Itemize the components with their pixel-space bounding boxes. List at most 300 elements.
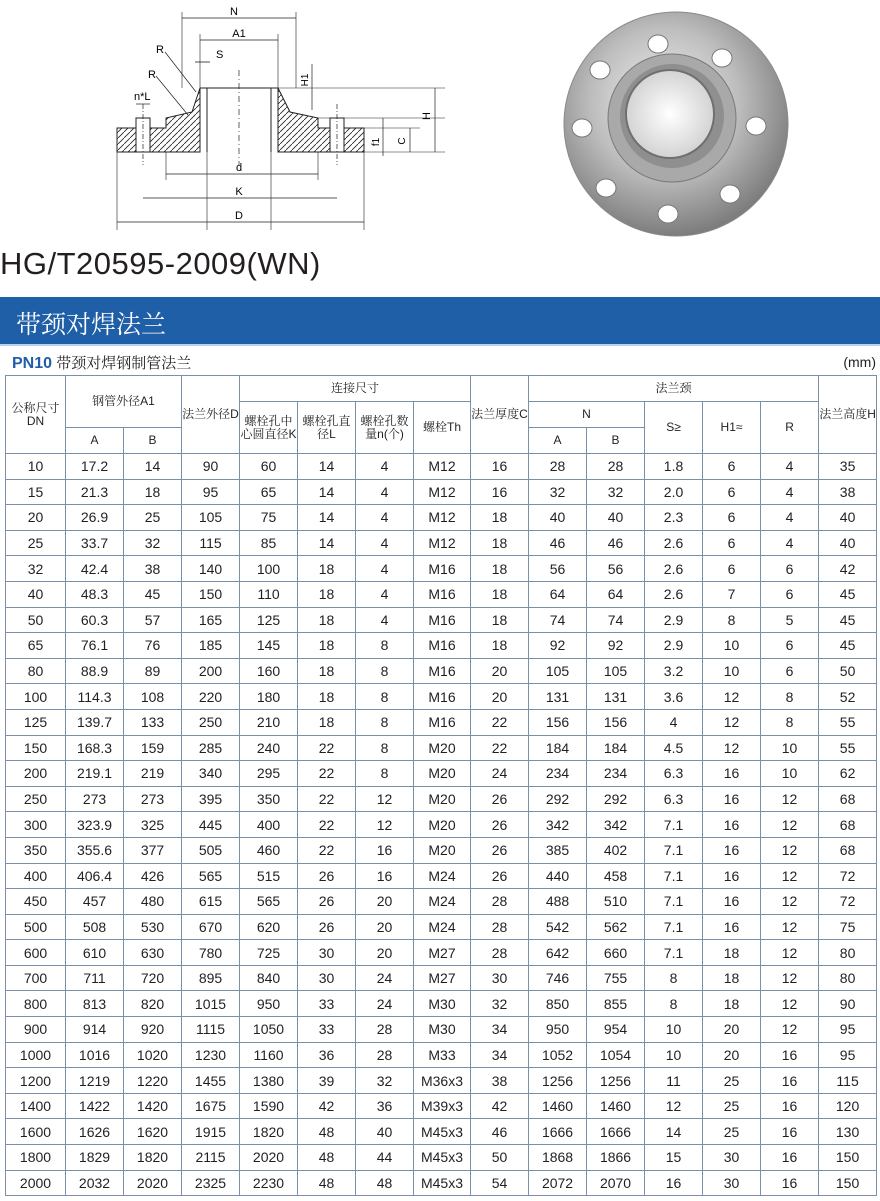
table-cell: 6	[761, 556, 819, 582]
label-s: S	[216, 49, 224, 61]
table-cell: 2.0	[645, 479, 703, 505]
table-cell: 32	[587, 479, 645, 505]
table-cell: 515	[240, 863, 298, 889]
table-cell: 18	[298, 556, 356, 582]
table-cell: 44	[356, 1145, 414, 1171]
table-cell: 4	[356, 556, 414, 582]
table-row	[6, 837, 877, 863]
table-cell: 8	[645, 991, 703, 1017]
table-cell: 80	[6, 658, 66, 684]
table-cell: 40	[819, 505, 877, 531]
table-cell: 7.1	[645, 940, 703, 966]
table-cell: 1590	[240, 1093, 298, 1119]
table-cell: 26	[471, 786, 529, 812]
table-cell: 8	[356, 658, 414, 684]
table-cell: 14	[298, 454, 356, 480]
table-cell: 1460	[587, 1093, 645, 1119]
table-cell: 1256	[529, 1068, 587, 1094]
table-cell: 33	[298, 991, 356, 1017]
table-cell: 90	[182, 454, 240, 480]
table-cell: 402	[587, 837, 645, 863]
table-cell: 8	[761, 684, 819, 710]
table-cell: 185	[182, 633, 240, 659]
table-cell: 350	[240, 786, 298, 812]
table-cell: 2.6	[645, 530, 703, 556]
table-cell: 15	[645, 1145, 703, 1171]
table-cell: 150	[6, 735, 66, 761]
table-cell: M45x3	[414, 1119, 471, 1145]
table-cell: 2020	[240, 1145, 298, 1171]
table-cell: 12	[761, 965, 819, 991]
table-cell: 45	[124, 581, 182, 607]
section-banner	[0, 297, 880, 346]
table-cell: 630	[124, 940, 182, 966]
table-cell: 900	[6, 1017, 66, 1043]
table-cell: 22	[298, 837, 356, 863]
table-cell: 28	[471, 914, 529, 940]
table-cell: 12	[703, 684, 761, 710]
table-cell: 1020	[124, 1042, 182, 1068]
pressure-nominal: PN10	[12, 355, 53, 372]
table-cell: 6	[703, 556, 761, 582]
table-cell: 68	[819, 837, 877, 863]
table-cell: 11	[645, 1068, 703, 1094]
header-n-count: 螺栓孔数量n(个)	[356, 402, 414, 454]
table-cell: 500	[6, 914, 66, 940]
table-cell: 7.1	[645, 863, 703, 889]
table-cell: 160	[240, 658, 298, 684]
table-cell: 340	[182, 761, 240, 787]
table-cell: 4	[356, 607, 414, 633]
table-cell: 42	[471, 1093, 529, 1119]
table-cell: 458	[587, 863, 645, 889]
table-cell: 20	[703, 1017, 761, 1043]
table-cell: 48	[298, 1119, 356, 1145]
label-a1: A1	[232, 28, 246, 40]
standard-code: HG/T20595-2009(WN)	[0, 246, 321, 281]
table-cell: 18	[471, 505, 529, 531]
bolt-hole-icon	[648, 35, 668, 53]
table-cell: 1600	[6, 1119, 66, 1145]
table-cell: 2230	[240, 1170, 298, 1196]
table-cell: 39	[298, 1068, 356, 1094]
table-cell: 46	[587, 530, 645, 556]
table-cell: 711	[66, 965, 124, 991]
table-cell: 57	[124, 607, 182, 633]
table-cell: 1015	[182, 991, 240, 1017]
table-cell: 2.6	[645, 581, 703, 607]
table-cell: 165	[182, 607, 240, 633]
table-cell: 72	[819, 889, 877, 915]
table-cell: 20	[6, 505, 66, 531]
table-cell: 1054	[587, 1042, 645, 1068]
table-cell: 273	[124, 786, 182, 812]
table-cell: 300	[6, 812, 66, 838]
table-cell: 813	[66, 991, 124, 1017]
header-a1: 钢管外径A1	[66, 376, 182, 428]
table-cell: 18	[298, 684, 356, 710]
table-cell: 6.3	[645, 761, 703, 787]
table-cell: 92	[587, 633, 645, 659]
table-cell: M24	[414, 889, 471, 915]
table-cell: 33.7	[66, 530, 124, 556]
header-a1-a: A	[66, 428, 124, 454]
table-cell: 85	[240, 530, 298, 556]
table-cell: 342	[587, 812, 645, 838]
table-cell: 92	[529, 633, 587, 659]
table-cell: 200	[6, 761, 66, 787]
label-r-top: R	[156, 44, 164, 56]
table-cell: 26	[298, 863, 356, 889]
table-cell: 954	[587, 1017, 645, 1043]
table-cell: 10	[6, 454, 66, 480]
table-cell: 40	[6, 581, 66, 607]
table-cell: M16	[414, 581, 471, 607]
table-cell: 10	[703, 633, 761, 659]
table-cell: 50	[819, 658, 877, 684]
table-cell: 32	[529, 479, 587, 505]
table-cell: 2072	[529, 1170, 587, 1196]
table-cell: 1220	[124, 1068, 182, 1094]
table-row	[6, 658, 877, 684]
table-cell: 6	[703, 479, 761, 505]
table-cell: 285	[182, 735, 240, 761]
table-row	[6, 1145, 877, 1171]
table-cell: 565	[182, 863, 240, 889]
table-cell: 14	[298, 505, 356, 531]
table-cell: 850	[529, 991, 587, 1017]
table-cell: 1.8	[645, 454, 703, 480]
table-cell: 45	[819, 607, 877, 633]
table-cell: 1820	[124, 1145, 182, 1171]
table-cell: 755	[587, 965, 645, 991]
table-cell: 1866	[587, 1145, 645, 1171]
table-cell: 457	[66, 889, 124, 915]
table-cell: M45x3	[414, 1170, 471, 1196]
table-cell: 22	[298, 812, 356, 838]
table-cell: 139.7	[66, 709, 124, 735]
table-cell: 74	[529, 607, 587, 633]
table-cell: 21.3	[66, 479, 124, 505]
table-cell: 95	[819, 1017, 877, 1043]
table-cell: 4	[356, 505, 414, 531]
table-cell: 22	[298, 761, 356, 787]
table-cell: 1219	[66, 1068, 124, 1094]
table-cell: 8	[703, 607, 761, 633]
table-cell: 60	[240, 454, 298, 480]
header-neck-a: A	[529, 428, 587, 454]
table-cell: 18	[471, 530, 529, 556]
table-cell: 1422	[66, 1093, 124, 1119]
table-row	[6, 581, 877, 607]
table-cell: 1620	[124, 1119, 182, 1145]
table-cell: 36	[356, 1093, 414, 1119]
table-cell: 10	[645, 1017, 703, 1043]
table-cell: 895	[182, 965, 240, 991]
table-cell: M12	[414, 454, 471, 480]
table-cell: 12	[761, 991, 819, 1017]
table-cell: 355.6	[66, 837, 124, 863]
table-cell: M45x3	[414, 1145, 471, 1171]
table-cell: 10	[761, 761, 819, 787]
table-cell: 12	[703, 735, 761, 761]
table-cell: 7.1	[645, 837, 703, 863]
table-cell: 800	[6, 991, 66, 1017]
table-cell: 88.9	[66, 658, 124, 684]
table-cell: 12	[356, 812, 414, 838]
table-cell: 2.3	[645, 505, 703, 531]
table-cell: 4	[761, 505, 819, 531]
table-cell: 18	[703, 940, 761, 966]
table-cell: 1675	[182, 1093, 240, 1119]
table-cell: 14	[298, 530, 356, 556]
table-cell: 48	[298, 1170, 356, 1196]
table-cell: M12	[414, 530, 471, 556]
table-cell: 159	[124, 735, 182, 761]
header-neck-n: N	[529, 402, 645, 428]
table-cell: 8	[761, 709, 819, 735]
table-cell: 150	[819, 1145, 877, 1171]
table-cell: 820	[124, 991, 182, 1017]
table-cell: 1868	[529, 1145, 587, 1171]
table-cell: 64	[529, 581, 587, 607]
table-cell: 6	[761, 658, 819, 684]
table-cell: 12	[761, 889, 819, 915]
table-cell: 18	[703, 965, 761, 991]
table-cell: 18	[298, 607, 356, 633]
table-cell: 38	[124, 556, 182, 582]
table-cell: 76	[124, 633, 182, 659]
table-cell: 28	[356, 1042, 414, 1068]
table-cell: 10	[761, 735, 819, 761]
table-cell: 45	[819, 581, 877, 607]
table-cell: 120	[819, 1093, 877, 1119]
table-cell: 12	[761, 940, 819, 966]
table-cell: M24	[414, 863, 471, 889]
table-cell: 16	[703, 761, 761, 787]
table-cell: 45	[819, 633, 877, 659]
table-cell: 16	[761, 1170, 819, 1196]
table-cell: 510	[587, 889, 645, 915]
table-cell: 38	[471, 1068, 529, 1094]
subtitle-text: 带颈对焊钢制管法兰	[52, 355, 192, 372]
table-cell: 250	[6, 786, 66, 812]
table-cell: 35	[819, 454, 877, 480]
table-cell: M30	[414, 1017, 471, 1043]
table-cell: 12	[761, 914, 819, 940]
header-k: 螺栓孔中心圆直径K	[240, 402, 298, 454]
table-cell: 26	[471, 837, 529, 863]
table-cell: 2032	[66, 1170, 124, 1196]
table-cell: 725	[240, 940, 298, 966]
table-cell: 28	[529, 454, 587, 480]
table-cell: 52	[819, 684, 877, 710]
table-cell: 7.1	[645, 914, 703, 940]
table-row	[6, 709, 877, 735]
table-cell: 46	[529, 530, 587, 556]
header-h1: H1≈	[703, 402, 761, 454]
table-cell: 1666	[529, 1119, 587, 1145]
table-cell: 18	[703, 991, 761, 1017]
table-cell: 110	[240, 581, 298, 607]
table-cell: 1800	[6, 1145, 66, 1171]
table-cell: 125	[240, 607, 298, 633]
header-d: 法兰外径D	[182, 376, 240, 454]
table-cell: 1460	[529, 1093, 587, 1119]
table-cell: 18	[298, 709, 356, 735]
table-cell: 325	[124, 812, 182, 838]
table-cell: 16	[761, 1119, 819, 1145]
table-cell: 105	[529, 658, 587, 684]
table-cell: 16	[356, 863, 414, 889]
table-cell: 508	[66, 914, 124, 940]
bolt-hole-icon	[712, 49, 732, 67]
table-cell: 8	[356, 709, 414, 735]
table-cell: 40	[587, 505, 645, 531]
header-r: R	[761, 402, 819, 454]
table-cell: M20	[414, 786, 471, 812]
table-cell: 50	[471, 1145, 529, 1171]
table-cell: 780	[182, 940, 240, 966]
table-cell: 20	[471, 658, 529, 684]
table-cell: 42	[819, 556, 877, 582]
table-cell: M20	[414, 761, 471, 787]
table-cell: 30	[703, 1145, 761, 1171]
table-cell: 16	[703, 812, 761, 838]
table-cell: 168.3	[66, 735, 124, 761]
table-cell: 460	[240, 837, 298, 863]
table-cell: 16	[703, 863, 761, 889]
table-cell: 488	[529, 889, 587, 915]
table-cell: 2.9	[645, 607, 703, 633]
table-cell: 89	[124, 658, 182, 684]
table-cell: 8	[645, 965, 703, 991]
table-cell: M30	[414, 991, 471, 1017]
flange-right-section	[278, 88, 364, 152]
table-cell: 1050	[240, 1017, 298, 1043]
table-cell: M12	[414, 479, 471, 505]
table-cell: 2325	[182, 1170, 240, 1196]
table-row	[6, 863, 877, 889]
table-cell: 22	[298, 735, 356, 761]
banner-title: 带颈对焊法兰	[16, 311, 167, 339]
table-cell: 7.1	[645, 812, 703, 838]
table-row	[6, 735, 877, 761]
table-cell: M20	[414, 837, 471, 863]
table-cell: 234	[529, 761, 587, 787]
header-h: 法兰高度H	[819, 376, 877, 454]
table-cell: 4	[356, 479, 414, 505]
table-cell: 14	[124, 454, 182, 480]
table-cell: 16	[703, 837, 761, 863]
header-c: 法兰厚度C	[471, 376, 529, 454]
table-cell: 323.9	[66, 812, 124, 838]
table-cell: 74	[587, 607, 645, 633]
table-cell: 68	[819, 786, 877, 812]
flange-cross-section-drawing	[100, 0, 460, 240]
table-cell: 2020	[124, 1170, 182, 1196]
table-cell: 18	[471, 581, 529, 607]
table-cell: 7	[703, 581, 761, 607]
table-cell: 150	[819, 1170, 877, 1196]
table-cell: 440	[529, 863, 587, 889]
bolt-hole-icon	[658, 205, 678, 223]
table-cell: 24	[356, 991, 414, 1017]
table-cell: 200	[182, 658, 240, 684]
table-cell: 234	[587, 761, 645, 787]
table-cell: 125	[6, 709, 66, 735]
table-cell: 4.5	[645, 735, 703, 761]
table-cell: 80	[819, 965, 877, 991]
label-d-small: d	[235, 162, 243, 174]
label-k: K	[235, 186, 243, 198]
table-cell: 65	[240, 479, 298, 505]
table-cell: 342	[529, 812, 587, 838]
table-cell: M16	[414, 607, 471, 633]
table-cell: M20	[414, 735, 471, 761]
table-cell: 1016	[66, 1042, 124, 1068]
table-cell: 505	[182, 837, 240, 863]
table-cell: 542	[529, 914, 587, 940]
table-cell: 385	[529, 837, 587, 863]
table-cell: 12	[356, 786, 414, 812]
table-cell: 26	[298, 889, 356, 915]
table-cell: 4	[645, 709, 703, 735]
table-cell: 16	[761, 1145, 819, 1171]
table-cell: 140	[182, 556, 240, 582]
header-neck: 法兰颈	[529, 376, 819, 402]
table-cell: 2.9	[645, 633, 703, 659]
table-cell: 76.1	[66, 633, 124, 659]
table-cell: 26.9	[66, 505, 124, 531]
table-cell: 18	[124, 479, 182, 505]
table-cell: 670	[182, 914, 240, 940]
table-cell: 114.3	[66, 684, 124, 710]
table-body	[6, 454, 877, 1196]
table-cell: 1052	[529, 1042, 587, 1068]
table-cell: 65	[6, 633, 66, 659]
table-cell: 14	[298, 479, 356, 505]
bolt-hole-icon	[596, 179, 616, 197]
table-cell: 219	[124, 761, 182, 787]
table-row	[6, 1170, 877, 1196]
table-cell: M16	[414, 684, 471, 710]
table-cell: 610	[66, 940, 124, 966]
table-cell: 20	[703, 1042, 761, 1068]
table-cell: 184	[529, 735, 587, 761]
table-cell: 55	[819, 735, 877, 761]
table-row	[6, 1017, 877, 1043]
table-cell: 4	[356, 454, 414, 480]
table-cell: 406.4	[66, 863, 124, 889]
table-cell: 56	[587, 556, 645, 582]
table-cell: 16	[703, 786, 761, 812]
table-cell: 8	[356, 761, 414, 787]
label-n: N	[230, 6, 238, 18]
table-row	[6, 633, 877, 659]
label-f1: f1	[371, 137, 382, 147]
table-cell: 108	[124, 684, 182, 710]
table-cell: 16	[761, 1068, 819, 1094]
table-cell: 2070	[587, 1170, 645, 1196]
table-cell: 1000	[6, 1042, 66, 1068]
table-cell: 22	[471, 709, 529, 735]
table-cell: M16	[414, 658, 471, 684]
table-cell: 16	[703, 889, 761, 915]
table-cell: 1160	[240, 1042, 298, 1068]
table-cell: M20	[414, 812, 471, 838]
table-cell: 20	[356, 940, 414, 966]
